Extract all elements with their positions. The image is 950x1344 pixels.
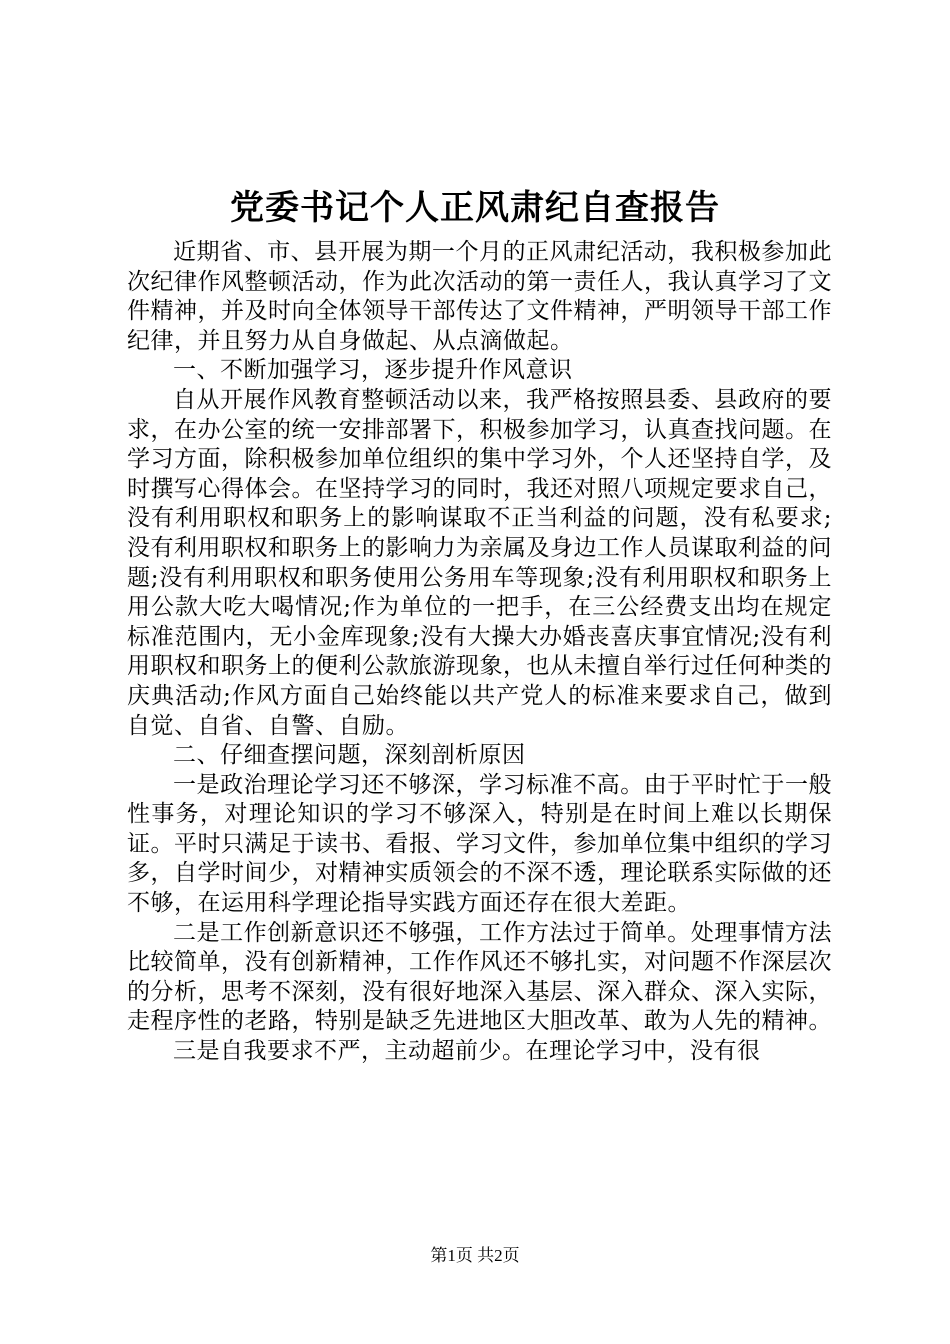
intro-paragraph: 近期省、市、县开展为期一个月的正风肃纪活动，我积极参加此次纪律作风整顿活动，作为此次活动的第一责任人，我认真学习了文件精神，并及时向全体领导干部传达了文件精神，严明领导干部工作纪律，并且努力从自身做起、从点滴做起。 [127, 239, 832, 354]
document-body [127, 238, 832, 1067]
problem-2-paragraph: 二是工作创新意识还不够强，工作方法过于简单。处理事情方法比较简单，没有创新精神，工作作风还不够扎实，对问题不作深层次的分析，思考不深刻，没有很好地深入基层、深入群众、深入实际，走程序性的老路，特别是缺乏先进地区大胆改革、敢为人先的精神。 [127, 919, 832, 1035]
problem-1-paragraph: 一是政治理论学习还不够深，学习标准不高。由于平时忙于一般性事务，对理论知识的学习不够深入，特别是在时间上难以长期保证。平时只满足于读书、看报、学习文件，参加单位集中组织的学习多，自学时间少，对精神实质领会的不深不透，理论联系实际做的还不够，在运用科学理论指导实践方面还存在很大差距。 [127, 771, 832, 917]
page-number-footer: 第1页 共2页 [430, 1246, 520, 1265]
problem-3-paragraph: 三是自我要求不严，主动超前少。在理论学习中，没有很 [173, 1038, 761, 1065]
section-heading-1: 一、不断加强学习，逐步提升作风意识 [173, 357, 573, 384]
section-1-paragraph: 自从开展作风教育整顿活动以来，我严格按照县委、县政府的要求，在办公室的统一安排部署下，积极参加学习，认真查找问题。在学习方面，除积极参加单位组织的集中学习外，个人还坚持自学，及时撰写心得体会。在坚持学习的同时，我还对照八项规定要求自己，没有利用职权和职务上的影响谋取不正当利益的问题，没有私要求;没有利用职权和职务上的影响力为亲属及身边工作人员谋取利益的问题;没有利用职权和职务使用公务用车等现象;没有利用职权和职务上用公款大吃大喝情况;作为单位的一把手，在三公经费支出均在规定标准范围内，无小金库现象;没有大操大办婚丧喜庆事宜情况;没有利用职权和职务上的便利公款旅游现象，也从未擅自举行过任何种类的庆典活动;作风方面自己始终能以共产党人的标准来要求自己，做到自觉、自省、自警、自励。 [127, 386, 832, 739]
section-heading-2: 二、仔细查摆问题，深刻剖析原因 [173, 742, 526, 769]
document-title: 党委书记个人正风肃纪自查报告 [230, 188, 720, 228]
